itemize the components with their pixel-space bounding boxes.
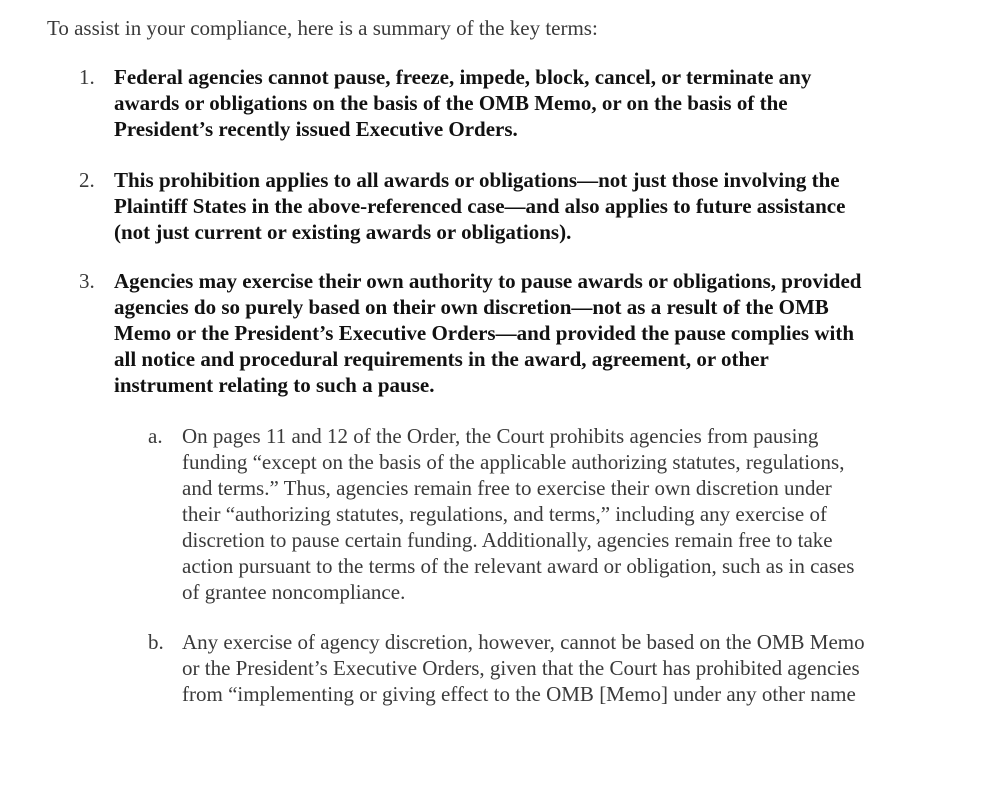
sub-item-text xyxy=(182,629,865,707)
text-line: On pages 11 and 12 of the Order, the Court prohibits agencies from pausing xyxy=(182,424,819,448)
text-line: funding “except on the basis of the applicable authorizing statutes, regulations, xyxy=(182,450,845,474)
text-line: President’s recently issued Executive Orders. xyxy=(114,117,518,141)
text-line: (not just current or existing awards or obligations). xyxy=(114,220,572,244)
text-line: Plaintiff States in the above-referenced case—and also applies to future assistance xyxy=(114,194,846,218)
list-number: 1. xyxy=(79,65,95,89)
text-line: and terms.” Thus, agencies remain free to exercise their own discretion under xyxy=(182,476,832,500)
text-line: awards or obligations on the basis of the OMB Memo, or on the basis of the xyxy=(114,91,788,115)
text-line: or the President’s Executive Orders, given that the Court has prohibited agencies xyxy=(182,656,860,680)
text-line: Any exercise of agency discretion, however, cannot be based on the OMB Memo xyxy=(182,630,865,654)
text-line: action pursuant to the terms of the relevant award or obligation, such as in cases xyxy=(182,554,855,578)
text-line: their “authorizing statutes, regulations, and terms,” including any exercise of xyxy=(182,502,827,526)
text-line: Memo or the President’s Executive Orders—and provided the pause complies with xyxy=(114,321,855,345)
sub-item-text xyxy=(182,423,854,605)
list-number: 3. xyxy=(79,269,95,293)
list-item-text xyxy=(114,167,845,245)
text-line: Federal agencies cannot pause, freeze, impede, block, cancel, or terminate any xyxy=(114,65,812,89)
sub-item-letter: a. xyxy=(148,424,163,448)
text-line: all notice and procedural requirements in the award, agreement, or other xyxy=(114,347,769,371)
text-line: This prohibition applies to all awards or obligations—not just those involving the xyxy=(114,168,840,192)
list-item-text xyxy=(114,64,811,142)
text-line: discretion to pause certain funding. Additionally, agencies remain free to take xyxy=(182,528,833,552)
list-number: 2. xyxy=(79,168,95,192)
text-line: instrument relating to such a pause. xyxy=(114,373,435,397)
text-line: of grantee noncompliance. xyxy=(182,580,406,604)
intro-paragraph: To assist in your compliance, here is a summary of the key terms: xyxy=(47,16,598,40)
sub-item-letter: b. xyxy=(148,630,164,654)
text-line: Agencies may exercise their own authority to pause awards or obligations, provided xyxy=(114,269,862,293)
text-line: from “implementing or giving effect to the OMB [Memo] under any other name xyxy=(182,682,856,706)
list-item-text xyxy=(114,268,861,398)
text-line: agencies do so purely based on their own discretion—not as a result of the OMB xyxy=(114,295,829,319)
